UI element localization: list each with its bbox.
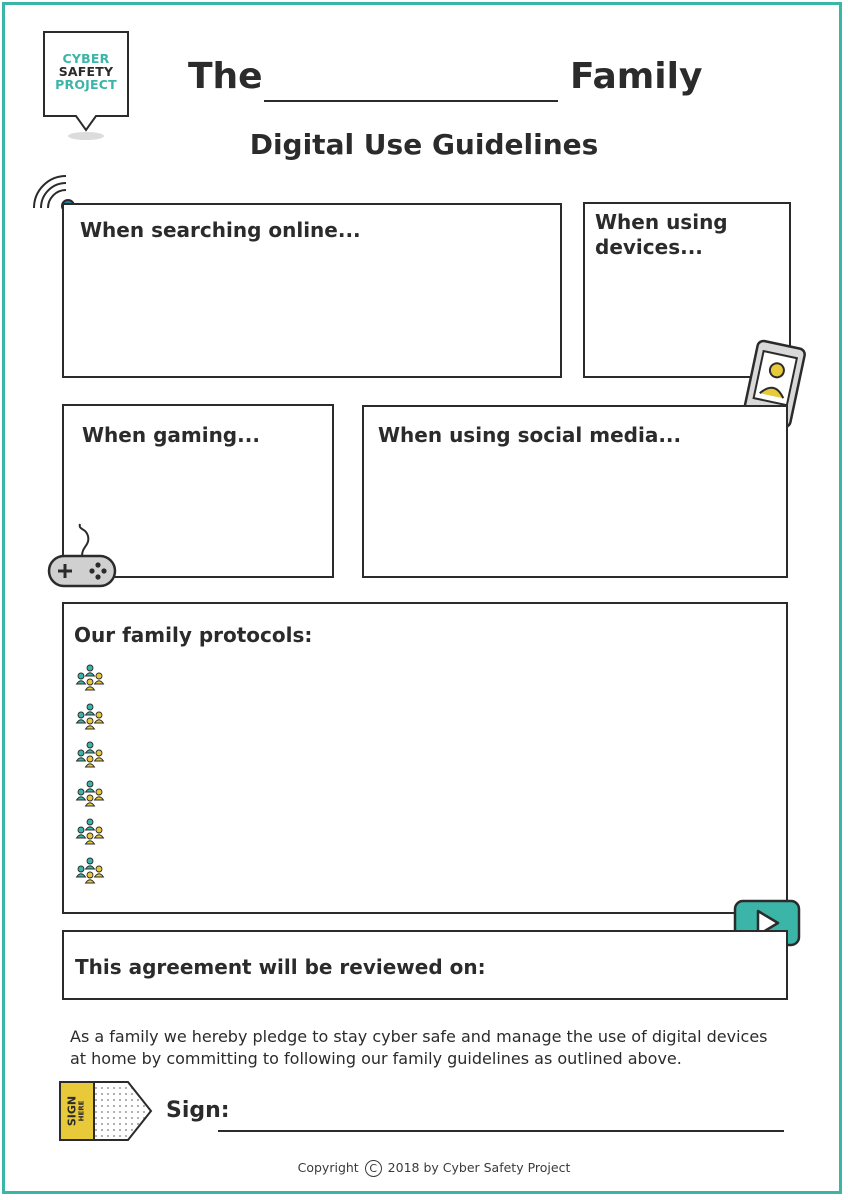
searching-online-box[interactable] <box>62 203 562 378</box>
pledge-line-2: at home by committing to following our family guidelines as outlined above. <box>70 1049 682 1068</box>
using-devices-label-line1: When using <box>595 210 728 234</box>
game-controller-icon <box>46 520 118 590</box>
using-devices-label <box>595 210 728 260</box>
family-group-icon <box>75 818 105 846</box>
page-border <box>2 2 842 1194</box>
family-group-icon <box>75 857 105 885</box>
copyright-footer <box>0 1160 848 1177</box>
title-prefix: The <box>188 56 263 97</box>
signature-line[interactable] <box>218 1130 784 1132</box>
sign-here-tag-text <box>58 1080 94 1142</box>
family-protocols-box[interactable] <box>62 602 788 914</box>
copyright-suffix: 2018 by Cyber Safety Project <box>387 1160 571 1175</box>
using-devices-label-line2: devices... <box>595 235 703 259</box>
cyber-safety-project-logo <box>42 30 130 142</box>
social-media-box[interactable] <box>362 405 788 578</box>
logo-text-safety: SAFETY <box>58 64 114 79</box>
family-pledge-text <box>70 1026 790 1070</box>
review-date-box[interactable] <box>62 930 788 1000</box>
page-subtitle: Digital Use Guidelines <box>249 128 599 161</box>
social-media-label: When using social media... <box>378 423 682 447</box>
gaming-label: When gaming... <box>82 423 260 447</box>
family-group-icon <box>75 780 105 808</box>
copyright-prefix: Copyright <box>297 1160 359 1175</box>
review-date-label: This agreement will be reviewed on: <box>75 955 486 979</box>
logo-text-cyber: CYBER <box>62 51 110 66</box>
family-group-icon <box>75 664 105 692</box>
family-name-blank[interactable] <box>264 100 558 102</box>
sign-here-tag-icon <box>58 1080 154 1142</box>
pledge-line-1: As a family we hereby pledge to stay cyber safe and manage the use of digital devices <box>70 1027 768 1046</box>
family-protocols-label: Our family protocols: <box>74 623 313 647</box>
searching-online-label: When searching online... <box>80 218 361 242</box>
family-group-icon <box>75 703 105 731</box>
sign-label: Sign: <box>166 1098 230 1123</box>
logo-text-project: PROJECT <box>55 77 117 92</box>
sign-tag-line1: SIGN <box>65 1095 79 1127</box>
sign-tag-line2: HERE <box>77 1100 86 1122</box>
family-group-icon <box>75 741 105 769</box>
copyright-symbol: C <box>365 1160 382 1177</box>
title-suffix: Family <box>570 56 703 97</box>
